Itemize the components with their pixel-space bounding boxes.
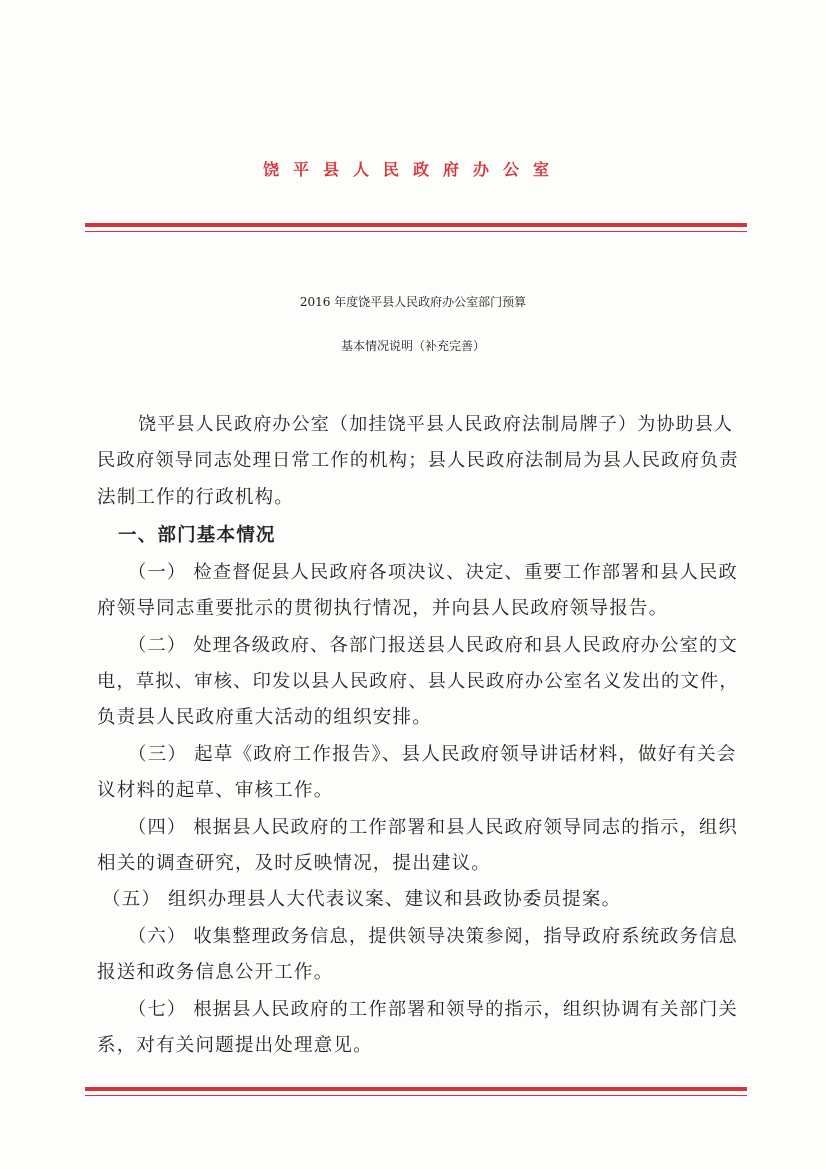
item-line: （五） 组织办理县人大代表议案、建议和县政协委员提案。 [102, 889, 622, 910]
item-line: （一） 检查督促县人民政府各项决议、决定、重要工作部署和县人民政 [128, 562, 738, 583]
item-line: 系，对有关问题提出处理意见。 [97, 1035, 373, 1056]
footer-rule-thin [85, 1095, 747, 1096]
letterhead-rule-thin [85, 231, 747, 232]
intro-line: 法制工作的行政机构。 [97, 487, 295, 508]
item-line: 电，草拟、审核、印发以县人民政府、县人民政府办公室名义发出的文件， [97, 671, 739, 692]
letterhead-rule-thick [85, 223, 747, 227]
item-line: （七） 根据县人民政府的工作部署和领导的指示，组织协调有关部门关 [128, 999, 738, 1020]
document-title-line-1: 2016 年度饶平县人民政府办公室部门预算 [299, 295, 527, 309]
item-line: 议材料的起草、审核工作。 [97, 780, 334, 801]
item-line: （二） 处理各级政府、各部门报送县人民政府和县人民政府办公室的文 [128, 635, 738, 656]
item-line: （六） 收集整理政务信息，提供领导决策参阅，指导政府系统政务信息 [128, 926, 738, 947]
item-line: 负责县人民政府重大活动的组织安排。 [97, 707, 432, 728]
document-title-line-2: 基本情况说明（补充完善） [340, 339, 485, 353]
item-line: 报送和政务信息公开工作。 [97, 962, 334, 983]
intro-line: 民政府领导同志处理日常工作的机构；县人民政府法制局为县人民政府负责 [97, 450, 739, 471]
item-line: （三） 起草《政府工作报告》、县人民政府领导讲话材料，做好有关会 [128, 744, 737, 765]
item-line: 府领导同志重要批示的贯彻执行情况，并向县人民政府领导报告。 [97, 598, 669, 619]
letterhead-org-name: 饶平县人民政府办公室 [262, 160, 563, 179]
item-line: 相关的调查研究，及时反映情况，提出建议。 [97, 853, 492, 874]
intro-line: 饶平县人民政府办公室（加挂饶平县人民政府法制局牌子）为协助县人 [138, 414, 734, 435]
footer-rule-thick [85, 1087, 747, 1091]
section-heading: 一、部门基本情况 [118, 525, 276, 546]
item-line: （四） 根据县人民政府的工作部署和县人民政府领导同志的指示，组织 [128, 817, 738, 838]
